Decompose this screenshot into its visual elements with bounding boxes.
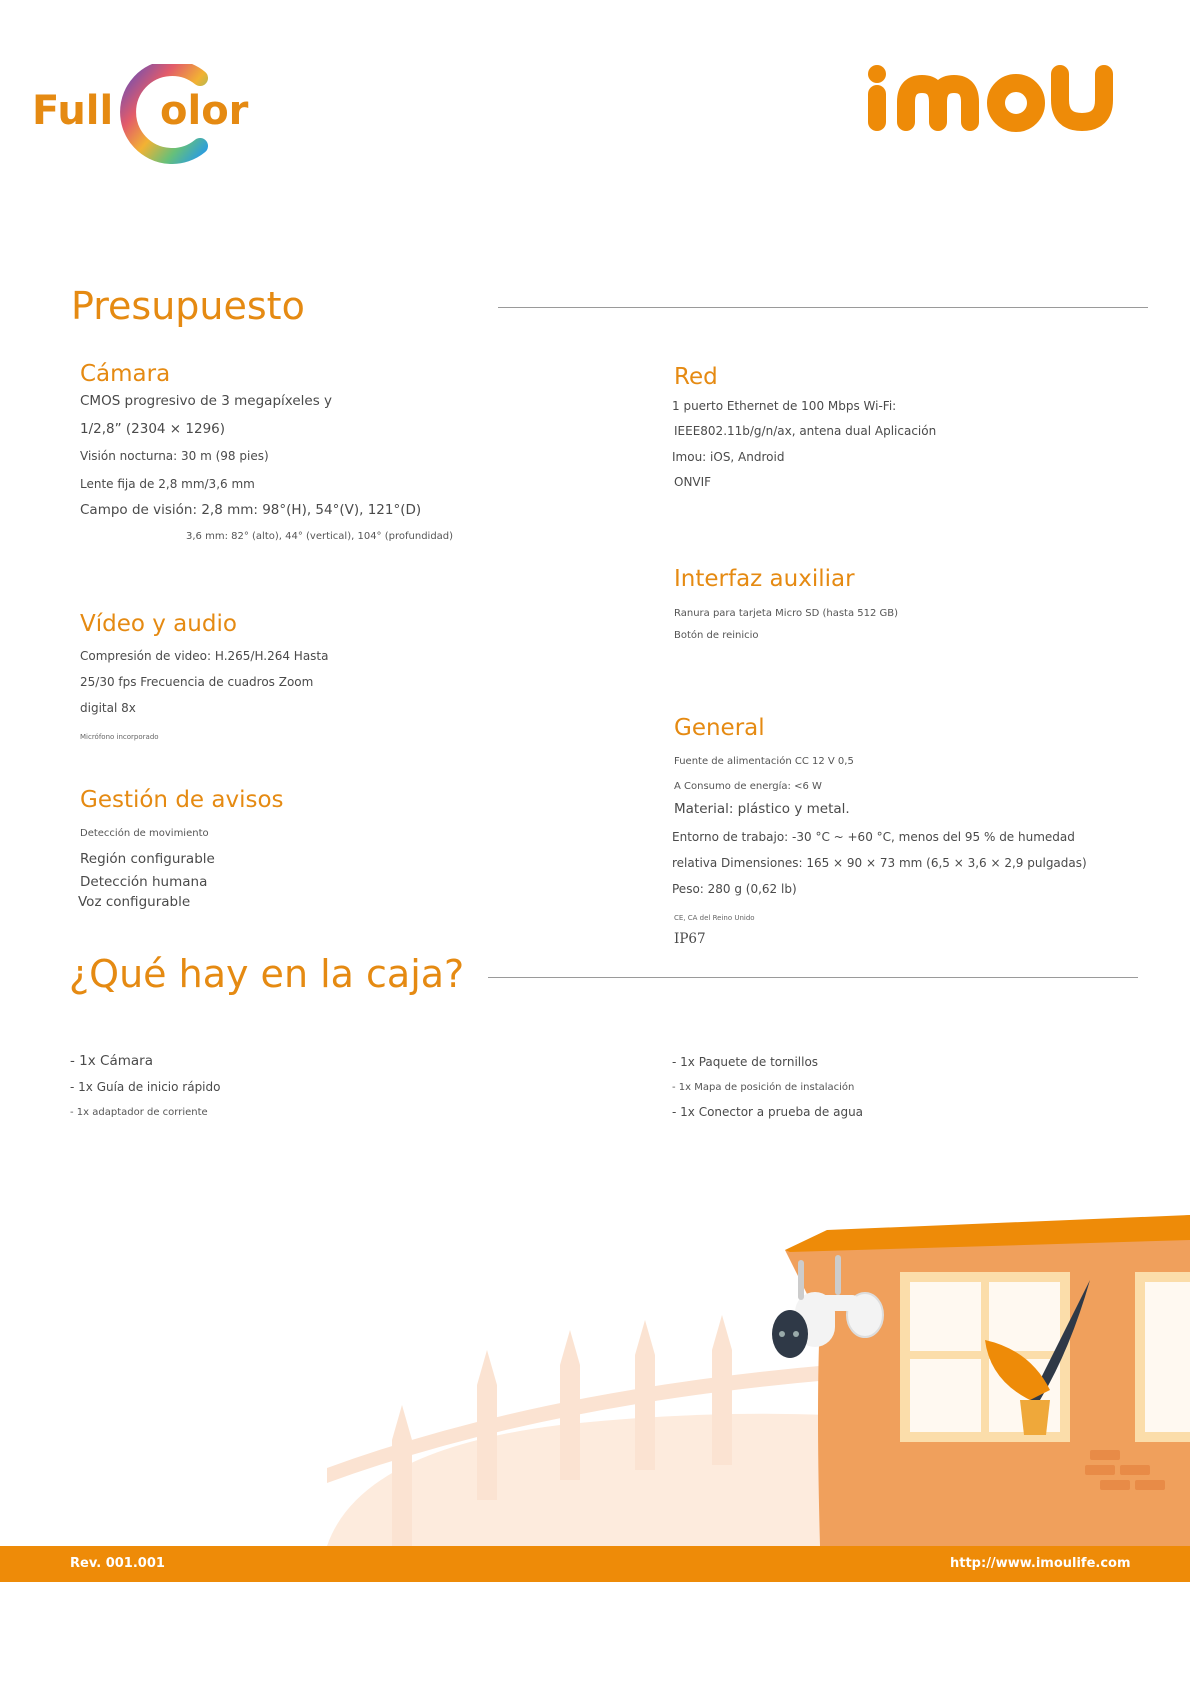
box-item-right: - 1x Paquete de tornillos [672, 1055, 819, 1069]
fullcolor-word1: Full [32, 88, 114, 134]
general-line: Peso: 280 g (0,62 lb) [672, 882, 797, 896]
footer-bar [0, 1546, 1190, 1582]
general-line: Fuente de alimentación CC 12 V 0,5 [674, 756, 854, 767]
box-item-right: - 1x Mapa de posición de instalación [672, 1082, 855, 1093]
box-item-left: - 1x adaptador de corriente [70, 1107, 208, 1118]
general-heading: General [674, 715, 765, 741]
network-heading: Red [674, 364, 718, 390]
alarm-heading: Gestión de avisos [80, 787, 284, 813]
camera-line: 1/2,8” (2304 × 1296) [80, 421, 226, 437]
house [785, 1215, 1190, 1546]
camera-heading: Cámara [80, 361, 171, 387]
box-title-divider [488, 977, 1138, 978]
camera-line: 3,6 mm: 82° (alto), 44° (vertical), 104° (profundidad) [186, 531, 454, 542]
general-line: A Consumo de energía: <6 W [674, 781, 822, 792]
box-item-left: - 1x Guía de inicio rápido [70, 1080, 221, 1094]
general-line: relativa Dimensiones: 165 × 90 × 73 mm (6,5 × 3,6 × 2,9 pulgadas) [672, 856, 1087, 870]
video-line: 25/30 fps Frecuencia de cuadros Zoom [80, 675, 314, 689]
alarm-line: Región configurable [80, 851, 215, 867]
general-line: CE, CA del Reino Unido [674, 914, 755, 922]
camera-line: Lente fija de 2,8 mm/3,6 mm [80, 477, 255, 491]
network-line: IEEE802.11b/g/n/ax, antena dual Aplicación [674, 424, 937, 438]
imou-logo [864, 58, 1124, 138]
alarm-line: Detección de movimiento [80, 828, 209, 839]
footer-url[interactable]: http://www.imoulife.com [950, 1556, 1131, 1571]
fullcolor-logo [32, 64, 272, 164]
fullcolor-word2: olor [160, 88, 249, 134]
aux-line: Ranura para tarjeta Micro SD (hasta 512 GB) [674, 608, 899, 619]
aux-line: Botón de reinicio [674, 630, 759, 641]
spec-title: Presupuesto [71, 284, 305, 328]
house-illustration [0, 1200, 1190, 1548]
box-item-left: - 1x Cámara [70, 1053, 153, 1069]
camera-line: Campo de visión: 2,8 mm: 98°(H), 54°(V), 121°(D) [80, 502, 422, 518]
alarm-line: Detección humana [80, 874, 208, 890]
video-line: Compresión de video: H.265/H.264 Hasta [80, 649, 329, 663]
footer-revision: Rev. 001.001 [70, 1556, 165, 1571]
network-line: Imou: iOS, Android [672, 450, 785, 464]
video-heading: Vídeo y audio [80, 611, 237, 637]
box-title: ¿Qué hay en la caja? [69, 952, 465, 996]
network-line: ONVIF [674, 475, 712, 489]
general-line: Entorno de trabajo: -30 °C ~ +60 °C, menos del 95 % de humedad [672, 830, 1075, 844]
network-line: 1 puerto Ethernet de 100 Mbps Wi-Fi: [672, 399, 897, 413]
camera-line: Visión nocturna: 30 m (98 pies) [80, 449, 269, 463]
general-line: Material: plástico y metal. [674, 801, 850, 817]
aux-heading: Interfaz auxiliar [674, 566, 855, 592]
general-line: IP67 [674, 931, 706, 947]
spec-title-divider [498, 307, 1148, 308]
camera-line: CMOS progresivo de 3 megapíxeles y [80, 393, 333, 409]
imou-logo-icon [864, 58, 1124, 138]
box-item-right: - 1x Conector a prueba de agua [672, 1105, 864, 1119]
video-line: Micrófono incorporado [80, 733, 159, 741]
alarm-line: Voz configurable [78, 894, 191, 910]
video-line: digital 8x [80, 701, 136, 715]
